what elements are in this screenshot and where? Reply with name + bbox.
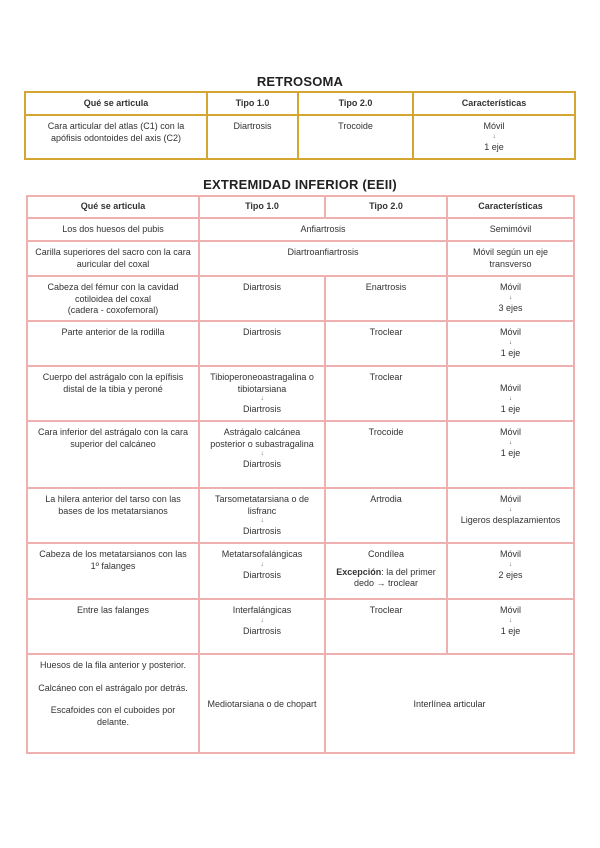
- arrow-down-icon: ↓: [509, 294, 512, 301]
- arrow-down-icon: ↓: [260, 518, 264, 524]
- cell-articula: Cuerpo del astrágalo con la epífisis distal de la tibia y peroné: [27, 366, 199, 421]
- cell-caracteristicas: [447, 599, 574, 654]
- table-header-row: [25, 92, 575, 115]
- car-ejes: 1 eje: [500, 403, 521, 414]
- cell-articula: Cabeza de los metatarsianos con las 1º falanges: [27, 543, 199, 599]
- arrow-down-icon: ↓: [509, 506, 512, 513]
- cell-caracteristicas: [447, 488, 574, 543]
- cell-tipo-1: [199, 599, 325, 654]
- cell-caracteristicas: Móvil según un eje transverso: [447, 241, 574, 276]
- tipo-nombre: Tibioperoneoastragalina o tibiotarsiana: [210, 372, 314, 394]
- table-row: [27, 321, 574, 366]
- cell-tipo-1: Diartrosis: [199, 321, 325, 366]
- arrow-down-icon: ↓: [509, 395, 512, 402]
- cell-tipo-2: [325, 543, 447, 599]
- arrow-down-icon: ↓: [260, 451, 264, 457]
- tipo-nombre: Interfalángicas: [232, 605, 292, 615]
- car-ejes: 3 ejes: [498, 302, 523, 313]
- table-row: [27, 599, 574, 654]
- car-movil: Móvil: [499, 282, 521, 292]
- header-caracteristicas: Características: [447, 196, 574, 218]
- articula-text: Huesos de la fila anterior y posterior.: [39, 660, 187, 670]
- table-row: [27, 654, 574, 753]
- tipo-clase: Diartrosis: [242, 569, 281, 580]
- cell-articula: Carilla superiores del sacro con la cara auricular del coxal: [27, 241, 199, 276]
- tipo-nombre: Astrágalo calcánea posterior o subastragalina: [210, 427, 314, 449]
- car-ejes: 1 eje: [500, 447, 521, 458]
- cell-caracteristicas: [447, 421, 574, 488]
- tipo-clase: Diartrosis: [242, 625, 281, 636]
- eeii-title: EXTREMIDAD INFERIOR (EEII): [203, 177, 397, 192]
- cell-tipo-2: Artrodia: [325, 488, 447, 543]
- cell-tipo-1: Diartrosis: [199, 276, 325, 321]
- header-que-se-articula: Qué se articula: [27, 196, 199, 218]
- header-que-se-articula: Qué se articula: [25, 92, 207, 115]
- cell-articula: Entre las falanges: [27, 599, 199, 654]
- cell-tipo-2: Trocoide: [298, 115, 413, 159]
- table-row: [27, 218, 574, 241]
- header-tipo-2: Tipo 2.0: [298, 92, 413, 115]
- cell-tipo-2: Troclear: [325, 321, 447, 366]
- cell-tipo: Anfiartrosis: [199, 218, 447, 241]
- excepcion-text: : la del primer dedo → troclear: [353, 566, 436, 588]
- car-movil: Móvil: [499, 549, 521, 559]
- car-movil: Móvil: [499, 605, 521, 615]
- cell-interlinea: Interlínea articular: [325, 654, 574, 753]
- cell-tipo-1: Mediotarsiana o de chopart: [199, 654, 325, 753]
- arrow-down-icon: ↓: [260, 396, 264, 402]
- cell-articula: [27, 654, 199, 753]
- tipo-clase: Diartrosis: [242, 526, 281, 536]
- cell-articula: La hilera anterior del tarso con las bases de los metatarsianos: [27, 488, 199, 543]
- header-tipo-1: Tipo 1.0: [207, 92, 298, 115]
- arrow-down-icon: ↓: [260, 561, 264, 568]
- car-ejes: 1 eje: [500, 625, 521, 636]
- cell-tipo: Diartroanfiartrosis: [199, 241, 447, 276]
- articula-text: Calcáneo con el astrágalo por detrás.: [38, 682, 188, 693]
- table-row: [27, 241, 574, 276]
- car-ejes: 1 eje: [500, 347, 521, 358]
- cell-articula: Parte anterior de la rodilla: [27, 321, 199, 366]
- cell-tipo-1: [199, 366, 325, 421]
- table-row: [25, 115, 575, 159]
- cell-tipo-1: [199, 488, 325, 543]
- cell-tipo-2: Trocoide: [325, 421, 447, 488]
- tipo-nombre: Metatarsofalángicas: [221, 549, 303, 559]
- cell-tipo-1: Diartrosis: [207, 115, 298, 159]
- cell-caracteristicas: [413, 115, 575, 159]
- cell-tipo-1: [199, 421, 325, 488]
- arrow-down-icon: ↓: [509, 561, 512, 568]
- table-header-row: [27, 196, 574, 218]
- retrosoma-table: [24, 91, 576, 160]
- arrow-down-icon: ↓: [509, 439, 512, 446]
- arrow-down-icon: ↓: [260, 617, 264, 624]
- cell-tipo-2: Enartrosis: [325, 276, 447, 321]
- cell-articula: Cara inferior del astrágalo con la cara superior del calcáneo: [27, 421, 199, 488]
- cell-caracteristicas: [447, 366, 574, 421]
- tipo-clase: Diartrosis: [242, 459, 281, 469]
- arrow-down-icon: ↓: [509, 617, 512, 624]
- car-movil: Móvil: [499, 383, 521, 393]
- cell-tipo-2: Troclear: [325, 366, 447, 421]
- tipo-clase: Condílea: [367, 549, 405, 559]
- car-ejes: 2 ejes: [498, 569, 523, 580]
- car-movil: Móvil: [499, 427, 521, 437]
- articula-text: Cabeza del fémur con la cavidad cotiloidea del coxal: [47, 282, 179, 304]
- header-caracteristicas: Características: [413, 92, 575, 115]
- arrow-down-icon: ↓: [492, 133, 496, 140]
- car-desplazamientos: Ligeros desplazamientos: [460, 514, 561, 525]
- eeii-table: [26, 195, 575, 754]
- cell-caracteristicas: [447, 276, 574, 321]
- header-tipo-1: Tipo 1.0: [199, 196, 325, 218]
- cell-caracteristicas: [447, 321, 574, 366]
- car-movil: Móvil: [499, 327, 521, 337]
- cell-articula: [27, 276, 199, 321]
- tipo-clase: Diartrosis: [242, 404, 281, 414]
- header-tipo-2: Tipo 2.0: [325, 196, 447, 218]
- car-movil: Móvil: [483, 121, 505, 131]
- arrow-down-icon: ↓: [509, 339, 512, 346]
- cell-tipo-1: [199, 543, 325, 599]
- car-movil: Móvil: [499, 494, 521, 504]
- cell-articula: Los dos huesos del pubis: [27, 218, 199, 241]
- car-ejes: 1 eje: [484, 141, 504, 152]
- table-row: [27, 366, 574, 421]
- table-row: [27, 421, 574, 488]
- cell-tipo-2: Troclear: [325, 599, 447, 654]
- excepcion-label: Excepción: [336, 566, 382, 577]
- retrosoma-title: RETROSOMA: [256, 74, 344, 89]
- articula-text: Escafoides con el cuboides por delante.: [50, 705, 176, 727]
- table-row: [27, 488, 574, 543]
- articula-subtext: (cadera - coxofemoral): [67, 305, 159, 315]
- table-row: [27, 543, 574, 599]
- cell-caracteristicas: [447, 543, 574, 599]
- cell-caracteristicas: Semimóvil: [447, 218, 574, 241]
- table-row: [27, 276, 574, 321]
- tipo-nombre: Tarsometatarsiana o de lisfranc: [214, 494, 310, 516]
- cell-articula: Cara articular del atlas (C1) con la apófisis odontoides del axis (C2): [25, 115, 207, 159]
